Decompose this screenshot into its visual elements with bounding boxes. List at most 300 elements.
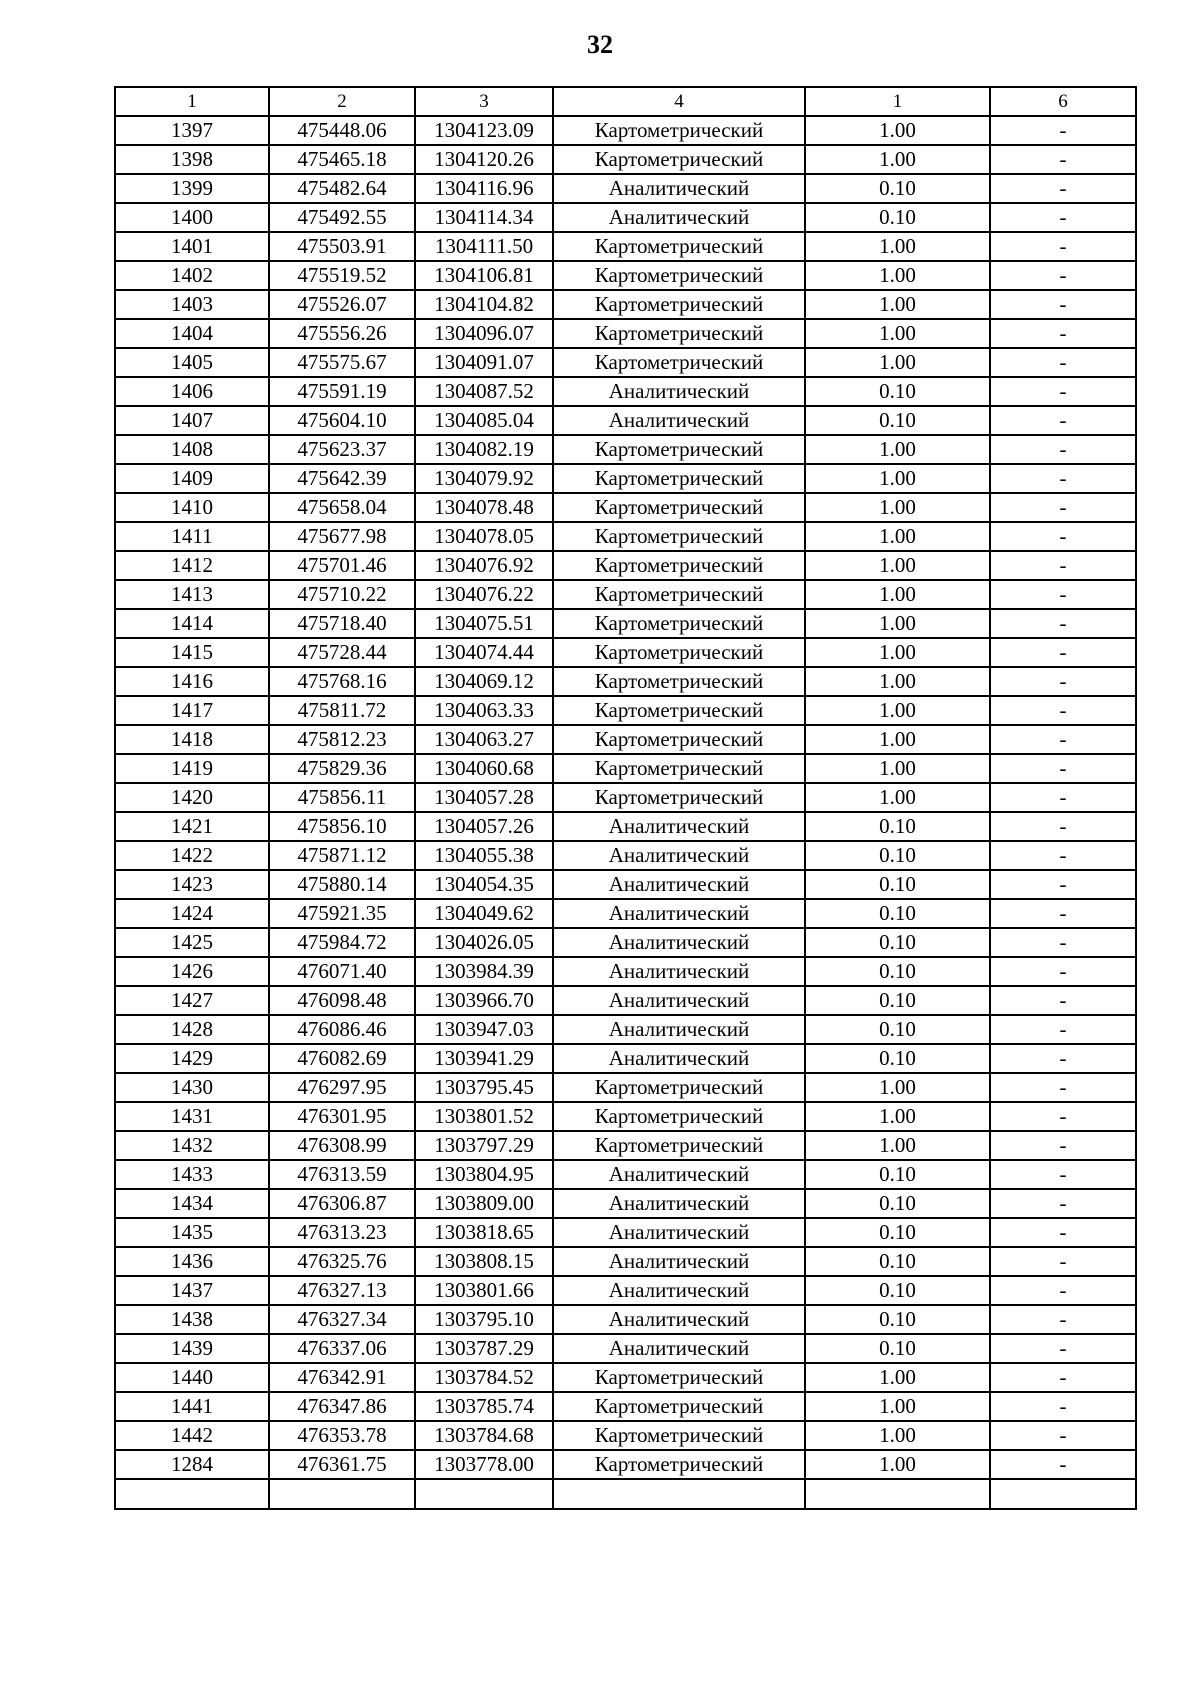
table-cell: 0.10: [805, 1247, 990, 1276]
table-cell: 475984.72: [269, 928, 415, 957]
table-cell: -: [990, 1044, 1136, 1073]
column-header: 2: [269, 87, 415, 116]
table-cell: 476313.59: [269, 1160, 415, 1189]
table-cell: Аналитический: [553, 986, 805, 1015]
table-row: [115, 1218, 1136, 1247]
table-cell: -: [990, 290, 1136, 319]
table-cell: 1304074.44: [415, 638, 553, 667]
table-row: [115, 1392, 1136, 1421]
column-header: 1: [115, 87, 269, 116]
table-cell: 1.00: [805, 435, 990, 464]
table-cell: 0.10: [805, 899, 990, 928]
table-cell: -: [990, 406, 1136, 435]
table-row: [115, 638, 1136, 667]
table-cell: 0.10: [805, 870, 990, 899]
table-cell: 1422: [115, 841, 269, 870]
table-cell: Аналитический: [553, 1218, 805, 1247]
table-cell: -: [990, 899, 1136, 928]
table-cell: Картометрический: [553, 1421, 805, 1450]
table-row: [115, 203, 1136, 232]
table-row: [115, 667, 1136, 696]
table-cell: 1397: [115, 116, 269, 145]
table-cell: 1304091.07: [415, 348, 553, 377]
table-row: [115, 928, 1136, 957]
table-cell: 1304054.35: [415, 870, 553, 899]
table-cell: 1418: [115, 725, 269, 754]
table-cell: Аналитический: [553, 928, 805, 957]
table-row: [115, 986, 1136, 1015]
table-cell: 475871.12: [269, 841, 415, 870]
table-cell: Картометрический: [553, 1392, 805, 1421]
table-cell: 476353.78: [269, 1421, 415, 1450]
table-row: [115, 1073, 1136, 1102]
table-cell: 475829.36: [269, 754, 415, 783]
table-row: [115, 812, 1136, 841]
table-cell: 1.00: [805, 145, 990, 174]
table-cell: 475658.04: [269, 493, 415, 522]
table-cell: 0.10: [805, 1276, 990, 1305]
table-cell: 1420: [115, 783, 269, 812]
table-cell: 1409: [115, 464, 269, 493]
table-cell: 1435: [115, 1218, 269, 1247]
table-cell: 1.00: [805, 116, 990, 145]
table-cell: -: [990, 377, 1136, 406]
table-cell: 1304116.96: [415, 174, 553, 203]
table-cell: Аналитический: [553, 406, 805, 435]
table-cell: -: [990, 261, 1136, 290]
table-cell: 0.10: [805, 406, 990, 435]
table-cell: 475492.55: [269, 203, 415, 232]
table-row: [115, 1015, 1136, 1044]
table-cell: 1399: [115, 174, 269, 203]
table-cell: 475921.35: [269, 899, 415, 928]
table-cell: Аналитический: [553, 1015, 805, 1044]
table-cell: Аналитический: [553, 1189, 805, 1218]
table-cell: -: [990, 1334, 1136, 1363]
table-cell: 1400: [115, 203, 269, 232]
table-cell: -: [990, 319, 1136, 348]
table-cell: 475768.16: [269, 667, 415, 696]
table-cell: 1303941.29: [415, 1044, 553, 1073]
table-cell: 1303818.65: [415, 1218, 553, 1247]
table-cell: 1441: [115, 1392, 269, 1421]
table-cell: 1304106.81: [415, 261, 553, 290]
table-cell: Картометрический: [553, 551, 805, 580]
table-cell: Аналитический: [553, 1044, 805, 1073]
table-cell: 476082.69: [269, 1044, 415, 1073]
table-cell: 1406: [115, 377, 269, 406]
coordinates-table: [114, 86, 1137, 1510]
table-row: [115, 1276, 1136, 1305]
table-row: [115, 1421, 1136, 1450]
table-cell: 475811.72: [269, 696, 415, 725]
table-cell: Картометрический: [553, 145, 805, 174]
table-cell: 1.00: [805, 696, 990, 725]
table-row: [115, 377, 1136, 406]
table-cell: 1407: [115, 406, 269, 435]
table-cell: 1.00: [805, 609, 990, 638]
table-cell: 476297.95: [269, 1073, 415, 1102]
table-cell: Картометрический: [553, 493, 805, 522]
table-cell: 1304114.34: [415, 203, 553, 232]
table-cell: 1.00: [805, 580, 990, 609]
table-cell: 1415: [115, 638, 269, 667]
table-row: [115, 290, 1136, 319]
table-cell: 1.00: [805, 1363, 990, 1392]
table-cell: 1401: [115, 232, 269, 261]
table-cell: 476337.06: [269, 1334, 415, 1363]
table-cell: 0.10: [805, 812, 990, 841]
table-cell: -: [990, 754, 1136, 783]
table-cell: Картометрический: [553, 232, 805, 261]
table-cell: 475642.39: [269, 464, 415, 493]
table-cell: 1425: [115, 928, 269, 957]
table-cell: 0.10: [805, 377, 990, 406]
table-cell: Аналитический: [553, 812, 805, 841]
table-cell: 1.00: [805, 551, 990, 580]
table-cell: 1.00: [805, 290, 990, 319]
table-cell: 476313.23: [269, 1218, 415, 1247]
table-cell: Картометрический: [553, 725, 805, 754]
table-cell: 1304049.62: [415, 899, 553, 928]
table-cell: 1304123.09: [415, 116, 553, 145]
table-cell: 475482.64: [269, 174, 415, 203]
table-row: [115, 551, 1136, 580]
table-cell: 1428: [115, 1015, 269, 1044]
table-cell: 1304082.19: [415, 435, 553, 464]
table-cell: 1440: [115, 1363, 269, 1392]
table-cell: 0.10: [805, 1015, 990, 1044]
table-cell: 475526.07: [269, 290, 415, 319]
table-cell: 1.00: [805, 725, 990, 754]
table-cell: 1.00: [805, 1131, 990, 1160]
table-cell: Картометрический: [553, 1073, 805, 1102]
table-cell: 1303787.29: [415, 1334, 553, 1363]
table-cell: -: [990, 986, 1136, 1015]
table-row: [115, 1131, 1136, 1160]
table-cell: 1.00: [805, 1073, 990, 1102]
table-cell: 1304079.92: [415, 464, 553, 493]
table-cell: 1303784.68: [415, 1421, 553, 1450]
table-row: [115, 580, 1136, 609]
table-cell: -: [990, 870, 1136, 899]
table-cell: 475575.67: [269, 348, 415, 377]
table-row: [115, 116, 1136, 145]
table-cell: 1.00: [805, 522, 990, 551]
table-cell: 1402: [115, 261, 269, 290]
table-cell: 1.00: [805, 493, 990, 522]
table-cell: 0.10: [805, 928, 990, 957]
table-row: [115, 841, 1136, 870]
table-cell: 1403: [115, 290, 269, 319]
table-cell: Картометрический: [553, 580, 805, 609]
table-cell: 1.00: [805, 754, 990, 783]
table-cell: Картометрический: [553, 667, 805, 696]
table-cell: 475718.40: [269, 609, 415, 638]
table-cell: 1.00: [805, 464, 990, 493]
table-cell: 1303795.45: [415, 1073, 553, 1102]
table-cell: Картометрический: [553, 609, 805, 638]
table-cell: 1429: [115, 1044, 269, 1073]
table-cell: 0.10: [805, 174, 990, 203]
table-cell: 475812.23: [269, 725, 415, 754]
table-cell: [415, 1479, 553, 1509]
table-cell: 476325.76: [269, 1247, 415, 1276]
table-row: [115, 174, 1136, 203]
table-row: [115, 232, 1136, 261]
table-cell: 476098.48: [269, 986, 415, 1015]
table-cell: -: [990, 1305, 1136, 1334]
table-row: [115, 1044, 1136, 1073]
table-cell: 1.00: [805, 638, 990, 667]
table-cell: 1437: [115, 1276, 269, 1305]
table-cell: 1438: [115, 1305, 269, 1334]
table-cell: [805, 1479, 990, 1509]
table-cell: [115, 1479, 269, 1509]
table-cell: Аналитический: [553, 841, 805, 870]
table-cell: 475448.06: [269, 116, 415, 145]
table-cell: Аналитический: [553, 1305, 805, 1334]
table-cell: -: [990, 1363, 1136, 1392]
table-row: [115, 319, 1136, 348]
table-cell: 1.00: [805, 232, 990, 261]
table-cell: -: [990, 435, 1136, 464]
table-cell: -: [990, 783, 1136, 812]
table-cell: -: [990, 638, 1136, 667]
table-cell: 1304063.27: [415, 725, 553, 754]
table-cell: -: [990, 667, 1136, 696]
table-row: [115, 145, 1136, 174]
table-cell: 1404: [115, 319, 269, 348]
table-cell: Картометрический: [553, 348, 805, 377]
column-header: 6: [990, 87, 1136, 116]
table-row: [115, 464, 1136, 493]
table-cell: 1304063.33: [415, 696, 553, 725]
table-cell: 475591.19: [269, 377, 415, 406]
table-cell: 1304096.07: [415, 319, 553, 348]
table-cell: [553, 1479, 805, 1509]
table-cell: 475880.14: [269, 870, 415, 899]
table-cell: 1304085.04: [415, 406, 553, 435]
table-cell: Картометрический: [553, 696, 805, 725]
table-cell: 1303795.10: [415, 1305, 553, 1334]
table-cell: -: [990, 1073, 1136, 1102]
table-cell: -: [990, 1131, 1136, 1160]
table-cell: -: [990, 551, 1136, 580]
table-row: [115, 609, 1136, 638]
table-cell: -: [990, 1450, 1136, 1479]
table-cell: -: [990, 464, 1136, 493]
table-cell: 476308.99: [269, 1131, 415, 1160]
table-row: [115, 725, 1136, 754]
table-cell: 0.10: [805, 1189, 990, 1218]
column-header: 4: [553, 87, 805, 116]
table-cell: 1.00: [805, 1102, 990, 1131]
table-cell: 0.10: [805, 841, 990, 870]
table-row: [115, 435, 1136, 464]
table-cell: 1303801.52: [415, 1102, 553, 1131]
table-cell: 1426: [115, 957, 269, 986]
table-cell: Картометрический: [553, 319, 805, 348]
table-row: [115, 406, 1136, 435]
table-cell: 475623.37: [269, 435, 415, 464]
table-row: [115, 957, 1136, 986]
table-cell: -: [990, 1276, 1136, 1305]
table-cell: 476071.40: [269, 957, 415, 986]
table-cell: -: [990, 696, 1136, 725]
table-cell: 1442: [115, 1421, 269, 1450]
table-cell: 1417: [115, 696, 269, 725]
table-cell: 475728.44: [269, 638, 415, 667]
column-header: 3: [415, 87, 553, 116]
table-cell: 1408: [115, 435, 269, 464]
table-cell: Картометрический: [553, 116, 805, 145]
table-cell: 1416: [115, 667, 269, 696]
table-cell: -: [990, 116, 1136, 145]
table-row: [115, 1247, 1136, 1276]
table-header-row: [115, 87, 1136, 116]
table-cell: 476086.46: [269, 1015, 415, 1044]
table-cell: -: [990, 232, 1136, 261]
table-cell: -: [990, 1189, 1136, 1218]
table-cell: Картометрический: [553, 783, 805, 812]
table-cell: Картометрический: [553, 1102, 805, 1131]
table-cell: Аналитический: [553, 1276, 805, 1305]
table-cell: 1431: [115, 1102, 269, 1131]
table-row: [115, 1363, 1136, 1392]
table-cell: 1419: [115, 754, 269, 783]
table-cell: 0.10: [805, 1160, 990, 1189]
table-cell: 476361.75: [269, 1450, 415, 1479]
table-cell: 1410: [115, 493, 269, 522]
table-cell: 1303784.52: [415, 1363, 553, 1392]
table-cell: 1304057.28: [415, 783, 553, 812]
table-cell: Аналитический: [553, 1334, 805, 1363]
table-cell: 0.10: [805, 203, 990, 232]
table-cell: 475701.46: [269, 551, 415, 580]
table-cell: 475677.98: [269, 522, 415, 551]
table-cell: -: [990, 1247, 1136, 1276]
table-cell: Аналитический: [553, 377, 805, 406]
table-row: [115, 1160, 1136, 1189]
table-cell: -: [990, 812, 1136, 841]
table-cell: Картометрический: [553, 1131, 805, 1160]
table-cell: 1304087.52: [415, 377, 553, 406]
table-cell: 475604.10: [269, 406, 415, 435]
table-cell: 1304026.05: [415, 928, 553, 957]
table-cell: 1434: [115, 1189, 269, 1218]
table-cell: 475856.10: [269, 812, 415, 841]
table-row: [115, 522, 1136, 551]
table-cell: -: [990, 145, 1136, 174]
table-cell: -: [990, 957, 1136, 986]
table-cell: -: [990, 203, 1136, 232]
table-cell: 0.10: [805, 986, 990, 1015]
table-cell: Картометрический: [553, 435, 805, 464]
table-cell: 1.00: [805, 783, 990, 812]
table-cell: [269, 1479, 415, 1509]
table-cell: 1304057.26: [415, 812, 553, 841]
table-cell: 1304069.12: [415, 667, 553, 696]
table-cell: 1432: [115, 1131, 269, 1160]
table-row: [115, 754, 1136, 783]
table-cell: 1284: [115, 1450, 269, 1479]
table-cell: 1436: [115, 1247, 269, 1276]
table-body: [115, 87, 1136, 1509]
table-row: [115, 1102, 1136, 1131]
table-cell: 1423: [115, 870, 269, 899]
table-cell: 1303797.29: [415, 1131, 553, 1160]
table-cell: Картометрический: [553, 522, 805, 551]
table-row: [115, 261, 1136, 290]
table-cell: 1.00: [805, 261, 990, 290]
table-cell: 475856.11: [269, 783, 415, 812]
table-cell: 1430: [115, 1073, 269, 1102]
table-cell: 1304076.22: [415, 580, 553, 609]
table-cell: -: [990, 580, 1136, 609]
table-row: [115, 870, 1136, 899]
table-row: [115, 783, 1136, 812]
table-cell: 1304078.48: [415, 493, 553, 522]
table-cell: Аналитический: [553, 957, 805, 986]
table-cell: 1398: [115, 145, 269, 174]
table-cell: 1.00: [805, 667, 990, 696]
table-row: [115, 1189, 1136, 1218]
table-cell: 476327.13: [269, 1276, 415, 1305]
table-cell: 476301.95: [269, 1102, 415, 1131]
table-cell: 1.00: [805, 319, 990, 348]
table-cell: 1439: [115, 1334, 269, 1363]
table-row: [115, 1305, 1136, 1334]
table-cell: 476342.91: [269, 1363, 415, 1392]
table-cell: 1304076.92: [415, 551, 553, 580]
table-cell: 1412: [115, 551, 269, 580]
table-cell: -: [990, 1160, 1136, 1189]
table-cell: [990, 1479, 1136, 1509]
table-cell: 1413: [115, 580, 269, 609]
table-cell: 476347.86: [269, 1392, 415, 1421]
table-cell: Картометрический: [553, 464, 805, 493]
table-cell: 0.10: [805, 1305, 990, 1334]
table-cell: -: [990, 1102, 1136, 1131]
table-cell: 1.00: [805, 1450, 990, 1479]
table-cell: 1303804.95: [415, 1160, 553, 1189]
table-cell: 1.00: [805, 1421, 990, 1450]
table-cell: -: [990, 522, 1136, 551]
table-cell: 0.10: [805, 1334, 990, 1363]
table-cell: 476327.34: [269, 1305, 415, 1334]
page-number: 32: [587, 30, 613, 59]
table-cell: 1304060.68: [415, 754, 553, 783]
table-cell: 1303785.74: [415, 1392, 553, 1421]
table-cell: 475503.91: [269, 232, 415, 261]
table-cell: Аналитический: [553, 870, 805, 899]
table-cell: Картометрический: [553, 1450, 805, 1479]
table-cell: 1427: [115, 986, 269, 1015]
table-row: [115, 1450, 1136, 1479]
table-cell: Аналитический: [553, 899, 805, 928]
table-cell: 0.10: [805, 957, 990, 986]
table-cell: 1303809.00: [415, 1189, 553, 1218]
table-cell: 1304078.05: [415, 522, 553, 551]
table-cell: 475465.18: [269, 145, 415, 174]
table-row: [115, 696, 1136, 725]
table-row: [115, 899, 1136, 928]
table-cell: 1304104.82: [415, 290, 553, 319]
table-cell: 1.00: [805, 348, 990, 377]
table-cell: Аналитический: [553, 174, 805, 203]
table-cell: 1411: [115, 522, 269, 551]
